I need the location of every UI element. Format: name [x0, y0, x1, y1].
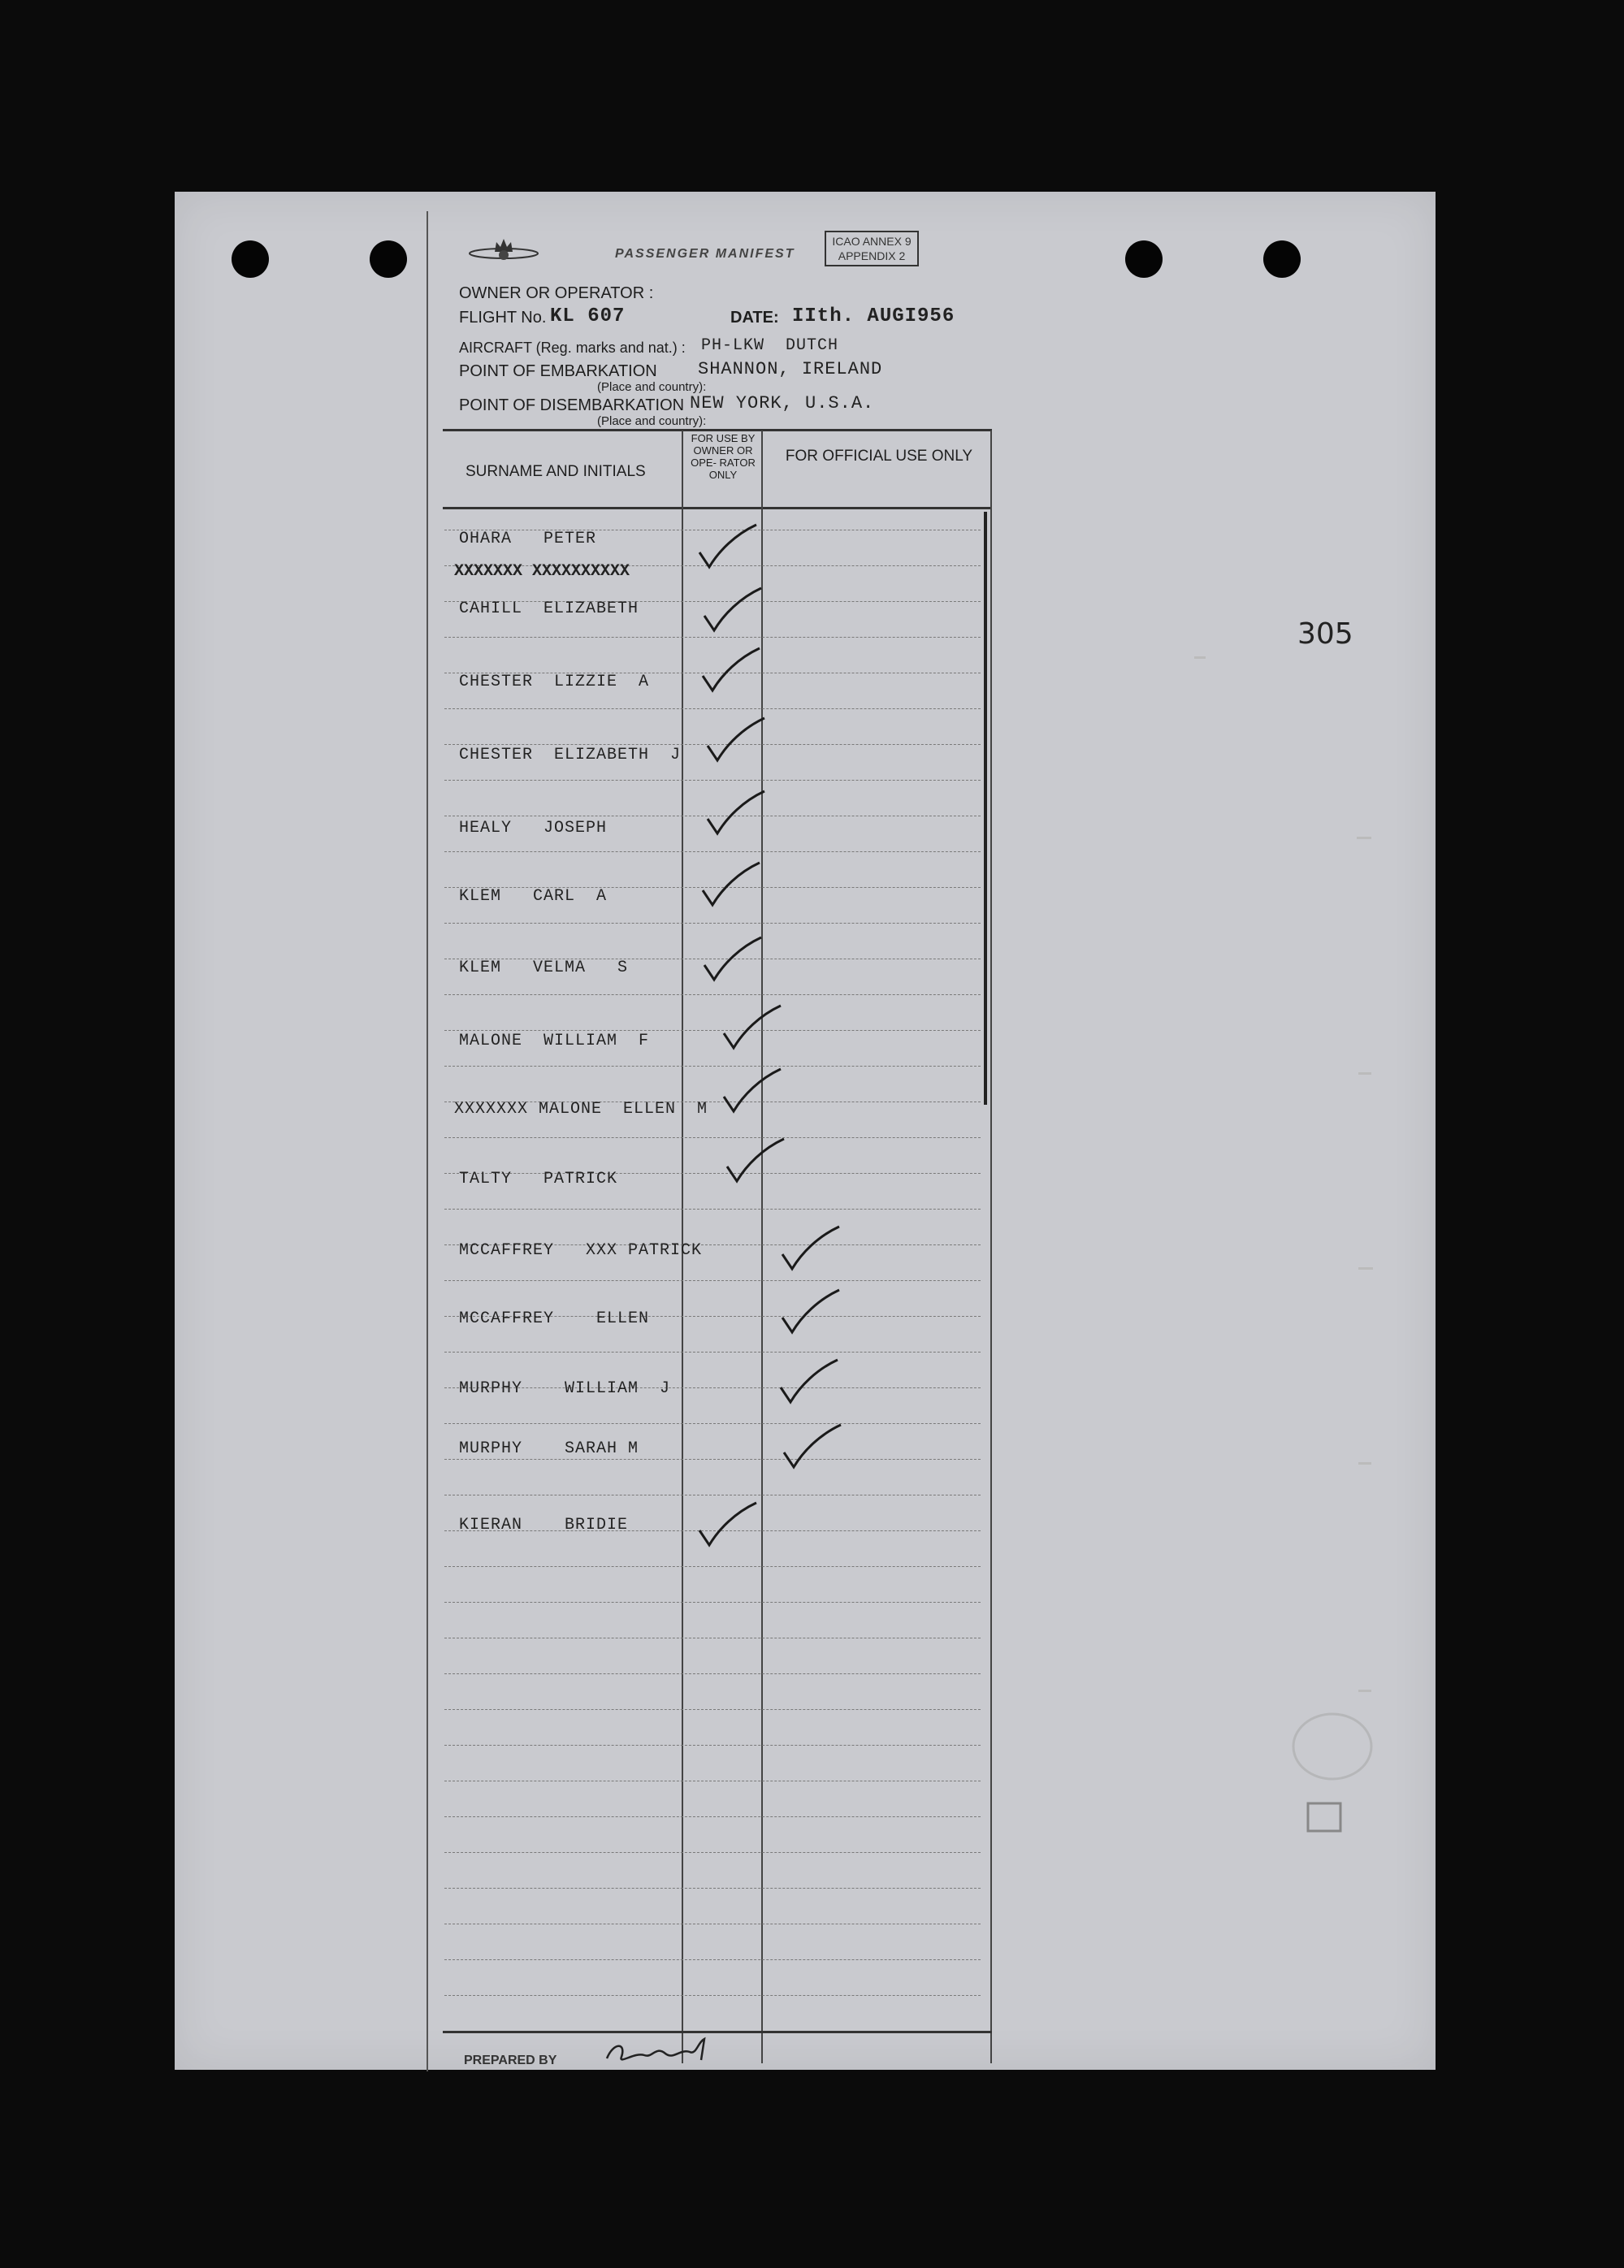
- passenger-name: XXXXXXX XXXXXXXXXX: [454, 562, 630, 581]
- manifest-form: [427, 211, 997, 2071]
- page-number: 305: [1297, 617, 1353, 651]
- passenger-name: KLEM CARL A: [459, 887, 608, 906]
- margin-mark-5: [1358, 1462, 1371, 1465]
- ruled-line: [444, 1280, 981, 1281]
- embarkation-value: SHANNON, IRELAND: [698, 359, 883, 379]
- ruled-line: [444, 1673, 981, 1674]
- passenger-name: CAHILL ELIZABETH: [459, 599, 639, 618]
- passenger-name: XXXXXXX MALONE ELLEN M: [454, 1100, 708, 1119]
- ruled-line: [444, 851, 981, 852]
- form-edge-dark: [984, 512, 987, 1105]
- owner-use-text: FOR USE BY OWNER OR OPE- RATOR ONLY: [691, 432, 756, 481]
- checkmark-icon: [704, 715, 769, 772]
- checkmark-icon: [701, 934, 766, 991]
- checkmark-icon: [696, 522, 761, 578]
- ruled-line: [444, 1566, 981, 1567]
- ruled-line: [444, 1995, 981, 1996]
- ruled-line: [444, 1209, 981, 1210]
- margin-mark-3: [1358, 1072, 1371, 1075]
- footer-rule: [443, 2031, 992, 2033]
- faded-stamp-icon: [1284, 1698, 1381, 1844]
- annex-stamp: [825, 231, 919, 266]
- ruled-line: [444, 1423, 981, 1424]
- ruled-line: [444, 1066, 981, 1067]
- passenger-name: CHESTER ELIZABETH J: [459, 746, 682, 764]
- ruled-line: [444, 1888, 981, 1889]
- flight-value: KL 607: [550, 305, 626, 327]
- passenger-name: KIERAN BRIDIE: [459, 1516, 629, 1534]
- embarkation-label: POINT OF EMBARKATION: [459, 362, 657, 380]
- passenger-name: MCCAFFREY ELLEN: [459, 1309, 650, 1328]
- checkmark-icon: [696, 1500, 761, 1556]
- margin-mark-2: [1357, 837, 1371, 839]
- margin-mark-6: [1358, 1690, 1371, 1692]
- disembarkation-place-note: (Place and country):: [597, 414, 707, 428]
- ruled-line: [444, 1709, 981, 1710]
- official-use-text: FOR OFFICIAL USE ONLY: [785, 448, 973, 465]
- ruled-line: [444, 1352, 981, 1353]
- airline-crown-logo-icon: [467, 236, 540, 265]
- header-top-rule: [443, 429, 992, 431]
- checkmark-icon: [701, 585, 766, 642]
- margin-mark-4: [1358, 1267, 1373, 1270]
- punch-hole-2: [370, 240, 407, 278]
- disembarkation-label: POINT OF DISEMBARKATION: [459, 396, 685, 414]
- checkmark-icon: [721, 1002, 786, 1059]
- punch-hole-3: [1125, 240, 1163, 278]
- checkmark-icon: [777, 1357, 842, 1413]
- passenger-name: HEALY JOSEPH: [459, 819, 608, 838]
- column-header-official: [769, 447, 989, 466]
- manifest-title: PASSENGER MANIFEST: [615, 247, 795, 261]
- ruled-line: [444, 780, 981, 781]
- ruled-line: [444, 1137, 981, 1138]
- column-header-owner-use: [686, 432, 760, 481]
- owner-label: OWNER OR OPERATOR :: [459, 284, 654, 302]
- ruled-line: [444, 1602, 981, 1603]
- annex-line-2: APPENDIX 2: [838, 249, 906, 262]
- passenger-name: CHESTER LIZZIE A: [459, 673, 650, 691]
- ruled-line: [444, 1816, 981, 1817]
- flight-label: FLIGHT No.: [459, 309, 547, 327]
- annex-line-1: ICAO ANNEX 9: [832, 235, 912, 248]
- column-header-surname: SURNAME AND INITIALS: [466, 463, 646, 480]
- checkmark-icon: [779, 1287, 844, 1344]
- checkmark-icon: [699, 859, 764, 916]
- checkmark-icon: [704, 788, 769, 845]
- ruled-line: [444, 1030, 981, 1031]
- aircraft-label: AIRCRAFT (Reg. marks and nat.) :: [459, 340, 686, 356]
- passenger-name: OHARA PETER: [459, 530, 597, 548]
- checkmark-icon: [781, 1422, 846, 1478]
- punch-hole-1: [232, 240, 269, 278]
- ruled-line: [444, 1852, 981, 1853]
- passenger-name: MURPHY WILLIAM J: [459, 1379, 671, 1398]
- embarkation-place-note: (Place and country):: [597, 380, 707, 394]
- ruled-line: [444, 1745, 981, 1746]
- date-label: DATE:: [730, 309, 779, 327]
- punch-hole-4: [1263, 240, 1301, 278]
- margin-mark-1: [1194, 656, 1206, 659]
- passenger-name: TALTY PATRICK: [459, 1170, 618, 1188]
- disembarkation-value: NEW YORK, U.S.A.: [690, 393, 875, 413]
- signature-icon: [602, 2034, 740, 2070]
- ruled-line: [444, 1959, 981, 1960]
- checkmark-icon: [699, 645, 764, 702]
- ruled-line: [444, 923, 981, 924]
- checkmark-icon: [724, 1136, 789, 1192]
- aircraft-value: PH-LKW DUTCH: [701, 336, 839, 355]
- ruled-line: [444, 1459, 981, 1460]
- passenger-name: MALONE WILLIAM F: [459, 1032, 650, 1050]
- date-value: IIth. AUGI956: [792, 305, 955, 327]
- prepared-by-label: PREPARED BY: [464, 2054, 557, 2067]
- column-divider-right: [990, 431, 992, 2063]
- checkmark-icon: [779, 1223, 844, 1280]
- checkmark-icon: [721, 1066, 786, 1123]
- header-bottom-rule: [443, 507, 992, 509]
- passenger-name: KLEM VELMA S: [459, 959, 629, 977]
- ruled-line: [444, 994, 981, 995]
- ruled-line: [444, 708, 981, 709]
- passenger-name: MCCAFFREY XXX PATRICK: [459, 1241, 703, 1260]
- passenger-name: MURPHY SARAH M: [459, 1439, 639, 1458]
